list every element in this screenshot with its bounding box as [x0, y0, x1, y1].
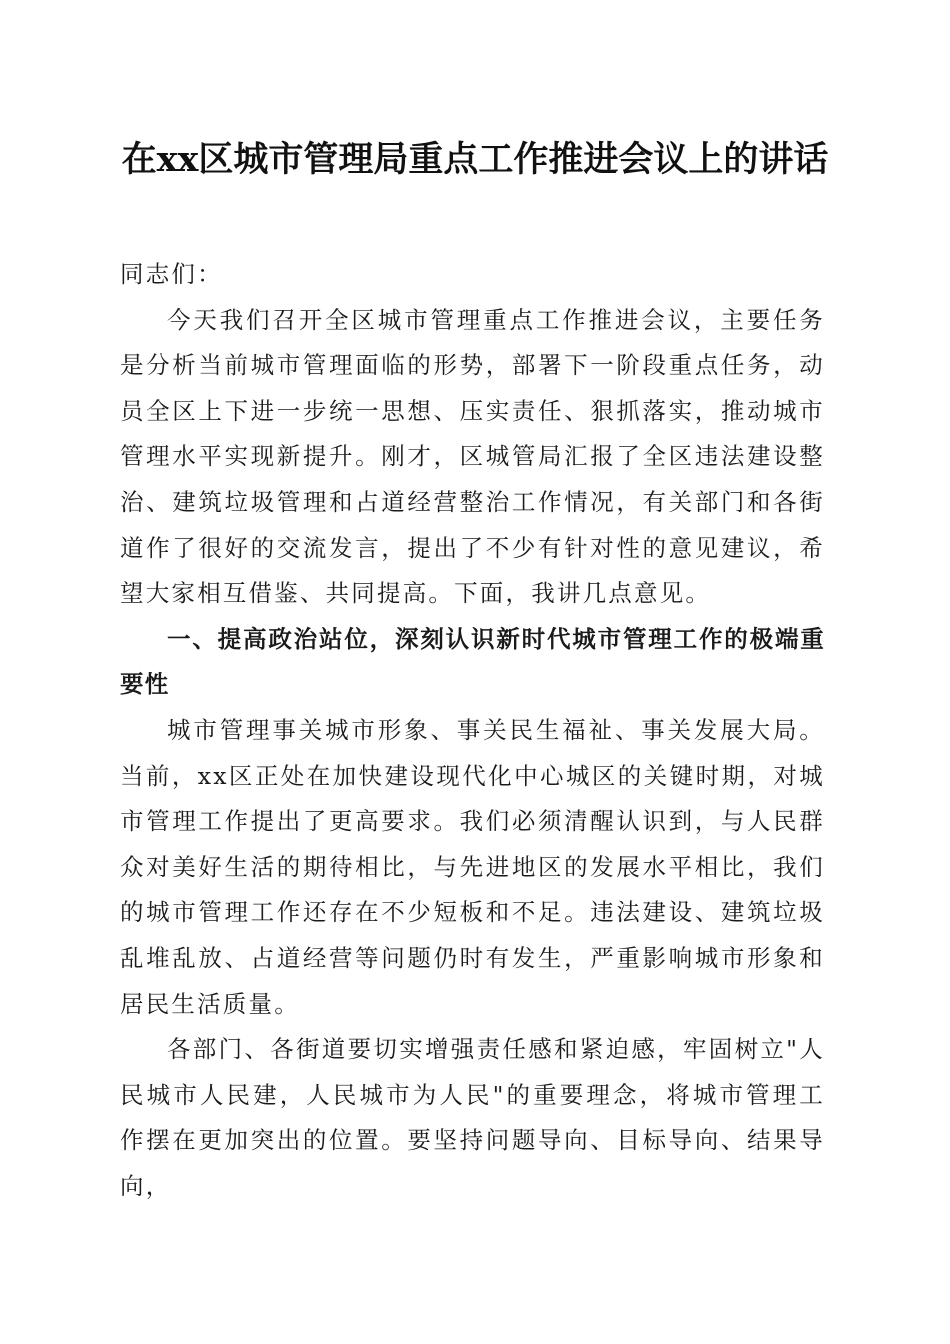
document-body [120, 252, 825, 1209]
document-title: 在xx区城市管理局重点工作推进会议上的讲话 [121, 139, 829, 180]
body-paragraph: 各部门、各街道要切实增强责任感和紧迫感，牢固树立"人民城市人民建，人民城市为人民"的重要理念，将城市管理工作摆在更加突出的位置。要坚持问题导向、目标导向、结果导向， [120, 1035, 825, 1200]
salutation: 同志们： [120, 260, 223, 288]
body-paragraph: 今天我们召开全区城市管理重点工作推进会议，主要任务是分析当前城市管理面临的形势，部署下一阶段重点任务，动员全区上下进一步统一思想、压实责任、狠抓落实，推动城市管理水平实现新提升。刚才，区城管局汇报了全区违法建设整治、建筑垃圾管理和占道经营整治工作情况，有关部门和各街道作了很好的交流发言，提出了不少有针对性的意见建议，希望大家相互借鉴、共同提高。下面，我讲几点意见。 [120, 305, 825, 608]
section-heading: 一、提高政治站位，深刻认识新时代城市管理工作的极端重要性 [120, 624, 825, 699]
body-paragraph: 城市管理事关城市形象、事关民生福祉、事关发展大局。当前，xx区正处在加快建设现代化中心城区的关键时期，对城市管理工作提出了更高要求。我们必须清醒认识到，与人民群众对美好生活的期待相比，与先进地区的发展水平相比，我们的城市管理工作还存在不少短板和不足。违法建设、建筑垃圾乱堆乱放、占道经营等问题仍时有发生，严重影响城市形象和居民生活质量。 [120, 715, 825, 1018]
